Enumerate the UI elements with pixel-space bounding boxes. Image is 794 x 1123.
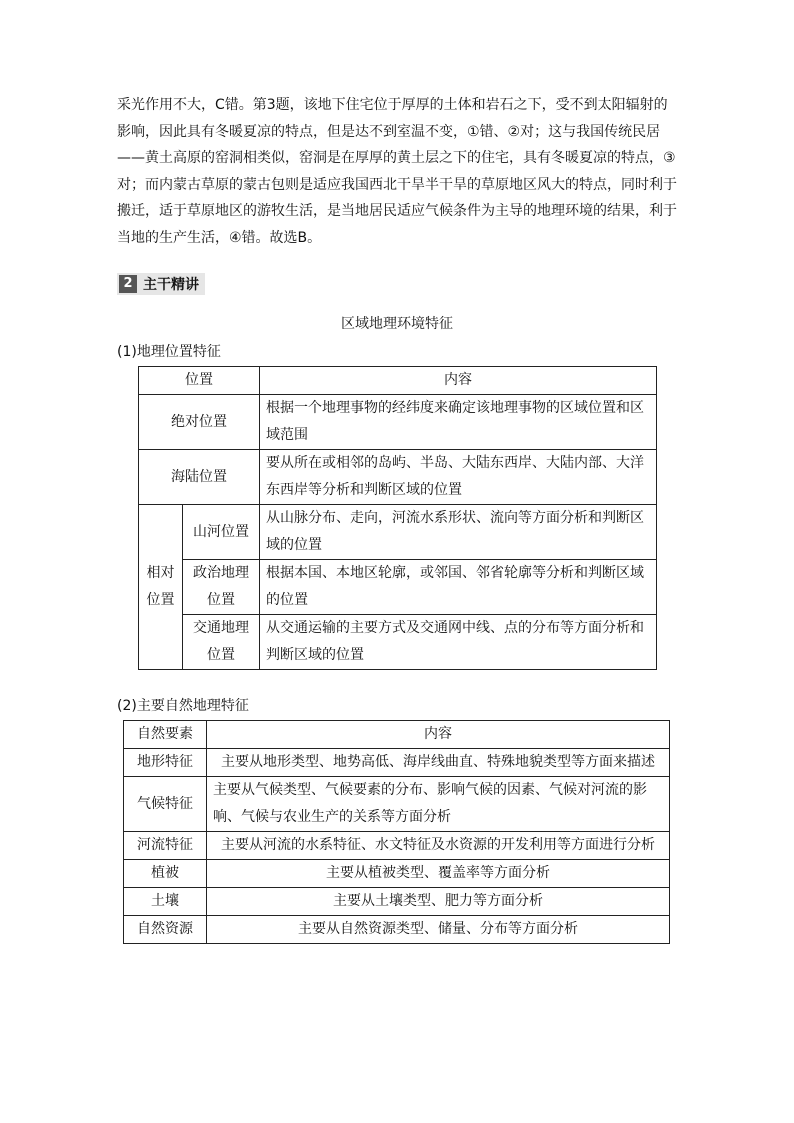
table-row [124, 860, 670, 888]
table2-caption: (2)主要自然地理特征 [117, 698, 249, 714]
paragraph-line: 当地的生产生活，④错。故选B。 [117, 229, 322, 246]
table-row [124, 749, 670, 777]
table-row [124, 832, 670, 860]
table-header-row [139, 367, 657, 395]
row-label: 地形特征 [124, 749, 207, 777]
table-title: 区域地理环境特征 [341, 316, 453, 332]
row-label: 绝对位置 [139, 395, 260, 450]
row-label: 河流特征 [124, 832, 207, 860]
row-content: 要从所在或相邻的岛屿、半岛、大陆东西岸、大陆内部、大洋东西岸等分析和判断区域的位置 [260, 450, 657, 505]
location-features-table [138, 366, 657, 670]
table1-caption: (1)地理位置特征 [117, 344, 221, 360]
paragraph-line: 影响，因此具有冬暖夏凉的特点，但是达不到室温不变，①错、②对；这与我国传统民居 [117, 123, 661, 140]
header-cell: 自然要素 [124, 721, 207, 749]
paragraph-line: 搬迁，适于草原地区的游牧生活，是当地居民适应气候条件为主导的地理环境的结果，利于 [117, 203, 677, 219]
natural-features-table [123, 720, 670, 944]
table-row [124, 888, 670, 916]
table-row [139, 450, 657, 505]
row-label: 植被 [124, 860, 207, 888]
row-content: 从交通运输的主要方式及交通网中线、点的分布等方面分析和判断区域的位置 [260, 615, 657, 670]
row-label: 土壤 [124, 888, 207, 916]
paragraph-line: ——黄土高原的窑洞相类似，窑洞是在厚厚的黄土层之下的住宅，具有冬暖夏凉的特点，③ [117, 150, 676, 166]
row-content: 主要从气候类型、气候要素的分布、影响气候的因素、气候对河流的影响、气候与农业生产的关系等方面分析 [207, 777, 670, 832]
row-content: 主要从河流的水系特征、水文特征及水资源的开发利用等方面进行分析 [207, 832, 670, 860]
table-row [139, 395, 657, 450]
group-label: 相对位置 [139, 505, 183, 670]
row-content: 主要从土壤类型、肥力等方面分析 [207, 888, 670, 916]
row-content: 主要从地形类型、地势高低、海岸线曲直、特殊地貌类型等方面来描述 [207, 749, 670, 777]
header-cell: 位置 [139, 367, 260, 395]
row-label: 自然资源 [124, 916, 207, 944]
table-row [139, 615, 657, 670]
table-row [139, 560, 657, 615]
section-title: 主干精讲 [143, 277, 199, 293]
row-content: 主要从植被类型、覆盖率等方面分析 [207, 860, 670, 888]
row-label: 交通地理位置 [183, 615, 260, 670]
row-content: 根据本国、本地区轮廓，或邻国、邻省轮廓等分析和判断区域的位置 [260, 560, 657, 615]
row-label: 气候特征 [124, 777, 207, 832]
row-content: 根据一个地理事物的经纬度来确定该地理事物的区域位置和区域范围 [260, 395, 657, 450]
row-label: 海陆位置 [139, 450, 260, 505]
paragraph-line: 对；而内蒙古草原的蒙古包则是适应我国西北干旱半干旱的草原地区风大的特点，同时利于 [117, 176, 677, 193]
row-content: 从山脉分布、走向，河流水系形状、流向等方面分析和判断区域的位置 [260, 505, 657, 560]
section-number-badge: 2 [119, 275, 137, 293]
section-heading [117, 273, 205, 295]
row-label: 山河位置 [183, 505, 260, 560]
answer-paragraph [117, 92, 677, 251]
header-cell: 内容 [207, 721, 670, 749]
table-row [124, 777, 670, 832]
table-header-row [124, 721, 670, 749]
row-content: 主要从自然资源类型、储量、分布等方面分析 [207, 916, 670, 944]
row-label: 政治地理位置 [183, 560, 260, 615]
paragraph-line: 采光作用不大，C错。第3题，该地下住宅位于厚厚的土体和岩石之下，受不到太阳辐射的 [117, 97, 668, 113]
table-row [124, 916, 670, 944]
header-cell: 内容 [260, 367, 657, 395]
table-row [139, 505, 657, 560]
